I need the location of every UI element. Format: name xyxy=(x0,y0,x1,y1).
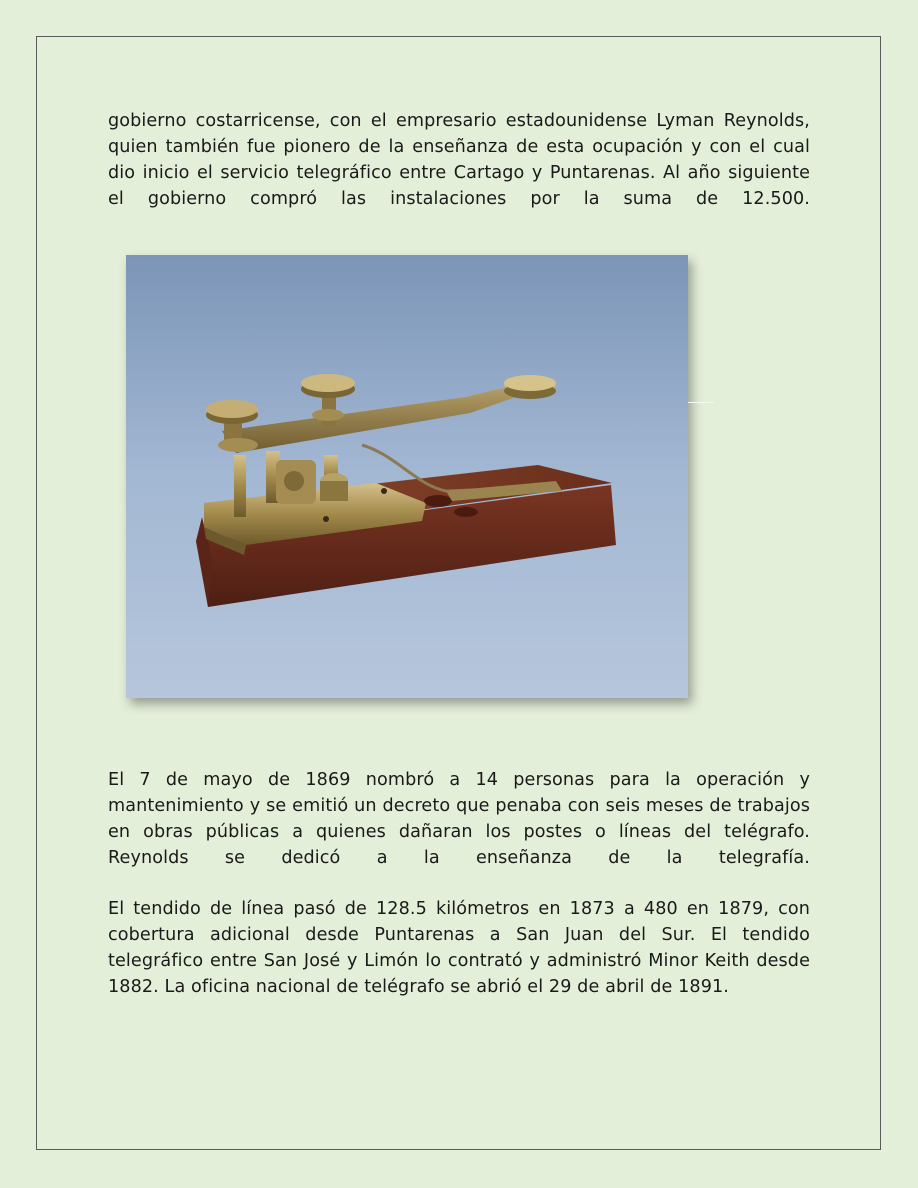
paragraph-intro: gobierno costarricense, con el empresario estadounidense Lyman Reynolds, quien también fue pionero de la enseñanza de esta ocupación y con el cual dio inicio el servicio telegráfico entre Cartago y Puntarenas. Al año siguiente el gobierno compró las instalaciones por la suma de 12.500. xyxy=(108,111,810,209)
stray-line xyxy=(688,402,714,403)
paragraph-decree: El 7 de mayo de 1869 nombró a 14 personas para la operación y mantenimiento y se emitió un decreto que penaba con seis meses de trabajos en obras públicas a quienes dañaran los postes o líneas del telégrafo. Reynolds se dedicó a la enseñanza de la telegrafía. xyxy=(108,770,810,868)
telegraph-key-illustration xyxy=(126,255,688,698)
paragraph-line-expansion: El tendido de línea pasó de 128.5 kilómetros en 1873 a 480 en 1879, con cobertura adicional desde Puntarenas a San Juan del Sur. El tendido telegráfico entre San José y Limón lo contrató y administró Minor Keith desde 1882. La oficina nacional de telégrafo se abrió el 29 de abril de 1891. xyxy=(108,899,810,997)
telegraph-key-photo xyxy=(126,255,688,698)
